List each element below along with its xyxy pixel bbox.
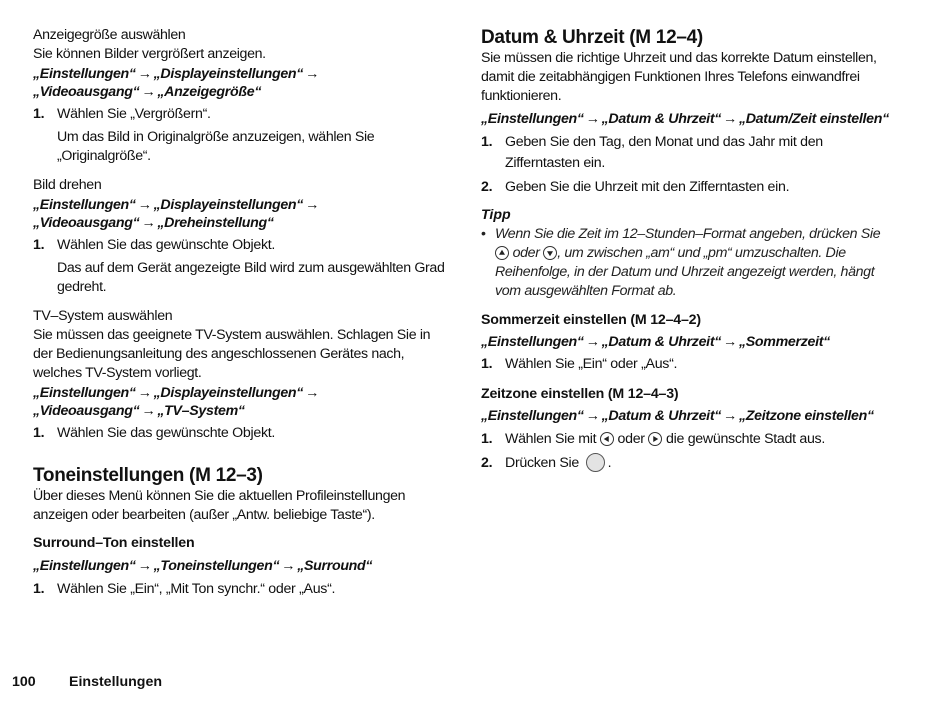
step-number: 1. <box>33 425 45 441</box>
tip-text-b: , um zwischen „am“ und „pm“ umzuschalten. Die Reihenfolge, in der Datum und Uhrzeit angezeigt werden, hängt vom ausgewählten Format ab. <box>495 244 875 299</box>
step-text <box>505 429 825 450</box>
step-text <box>505 453 611 474</box>
tone-desc: Über dieses Menü können Sie die aktuellen Profileinstellungen anzeigen oder bearbeiten (außer „Antw. beliebige Taste“). <box>33 488 406 523</box>
step-number: 2. <box>481 454 493 471</box>
menu-path-surround <box>33 558 445 576</box>
path-item: „Datum & Uhrzeit“ <box>601 333 722 350</box>
left-column <box>33 26 445 600</box>
path-item: „Displayeinstellungen“ <box>153 197 304 213</box>
path-item: „Surround“ <box>297 558 373 574</box>
arrow-icon: → <box>137 558 152 574</box>
step-text: Wählen Sie „Ein“, „Mit Ton synchr.“ oder „Aus“. <box>57 580 336 597</box>
heading-summer-time: Sommerzeit einstellen (M 12–4–2) <box>481 311 701 328</box>
arrow-icon: → <box>137 385 152 401</box>
step-number: 1. <box>481 133 493 150</box>
step-number: 2. <box>481 178 493 195</box>
menu-path-time-zone <box>481 408 893 426</box>
step-1-surround <box>33 579 445 600</box>
section-title-tv-system: TV–System auswählen <box>33 308 173 324</box>
menu-path-summer-time <box>481 334 893 352</box>
step-1-tv-system <box>33 423 445 444</box>
step-number: 1. <box>33 237 45 253</box>
step-text: Geben Sie die Uhrzeit mit den Zifferntasten ein. <box>505 178 790 195</box>
step-number: 1. <box>481 356 493 372</box>
step-1-time-zone <box>481 429 893 450</box>
path-item: „Einstellungen“ <box>33 197 136 213</box>
path-item: „Datum/Zeit einstellen“ <box>738 111 889 127</box>
tip-or: oder <box>512 244 540 261</box>
path-item: „Einstellungen“ <box>481 333 584 350</box>
path-item: „TV–System“ <box>157 402 245 419</box>
menu-path-tv-system <box>33 385 445 420</box>
step-text: Wählen Sie „Vergrößern“. <box>57 106 211 122</box>
step-text: Geben Sie den Tag, den Monat und das Jahr mit den Zifferntasten ein. <box>505 133 823 171</box>
center-key-icon <box>586 453 605 472</box>
step-text: Wählen Sie „Ein“ oder „Aus“. <box>505 356 678 372</box>
path-item: „Displayeinstellungen“ <box>153 385 304 401</box>
menu-path-rotate <box>33 197 445 232</box>
step-number: 1. <box>33 580 45 597</box>
tip-heading: Tipp <box>481 206 511 223</box>
arrow-icon: → <box>137 197 152 213</box>
heading-date-time: Datum & Uhrzeit (M 12–4) <box>481 27 703 48</box>
right-column <box>481 26 893 474</box>
arrow-icon: → <box>305 385 319 401</box>
page-footer <box>12 673 162 691</box>
heading-time-zone: Zeitzone einstellen (M 12–4–3) <box>481 386 679 402</box>
step-number: 1. <box>33 106 45 122</box>
path-item: „Videoausgang“ <box>33 83 140 100</box>
path-item: „Einstellungen“ <box>33 385 136 401</box>
menu-path-date-time <box>481 111 893 129</box>
section-desc-display-size: Sie können Bilder vergrößert anzeigen. <box>33 46 266 62</box>
arrow-icon: → <box>305 197 319 213</box>
step-1-summer-time <box>481 354 893 375</box>
section-title-display-size: Anzeigegröße auswählen <box>33 27 186 43</box>
path-item: „Videoausgang“ <box>33 402 140 419</box>
path-item: „Toneinstellungen“ <box>153 558 280 574</box>
path-item: „Datum & Uhrzeit“ <box>601 111 722 127</box>
date-time-desc: Sie müssen die richtige Uhrzeit und das korrekte Datum einstellen, damit die zeitabhängigen Funktionen Ihres Telefons einwandfrei funktionieren. <box>481 50 877 104</box>
path-item: „Einstellungen“ <box>33 66 136 82</box>
path-item: „Zeitzone einstellen“ <box>738 408 874 424</box>
path-item: „Displayeinstellungen“ <box>153 66 304 82</box>
arrow-icon: → <box>723 111 737 127</box>
section-desc-tv-system: Sie müssen das geeignete TV-System auswählen. Schlagen Sie in der Bedienungsanleitung des angeschlossenen Gerätes nach, welches TV-System vorliegt. <box>33 327 431 381</box>
left-key-icon <box>600 432 614 446</box>
step-1-display-size <box>33 104 445 125</box>
arrow-icon: → <box>141 402 156 419</box>
arrow-icon: → <box>305 66 319 82</box>
arrow-icon: → <box>723 333 737 350</box>
arrow-icon: → <box>585 408 600 424</box>
path-item: „Anzeigegröße“ <box>157 83 262 100</box>
page-number: 100 <box>12 674 36 690</box>
bullet-icon: • <box>481 225 486 242</box>
step-text: Wählen Sie das gewünschte Objekt. <box>57 237 276 253</box>
down-key-icon <box>543 246 557 260</box>
subheading-surround: Surround–Ton einstellen <box>33 535 195 551</box>
zone-text-b: die gewünschte Stadt aus. <box>666 430 825 447</box>
path-item: „Dreheinstellung“ <box>157 214 274 231</box>
path-item: „Einstellungen“ <box>481 408 584 424</box>
arrow-icon: → <box>281 558 296 574</box>
zone-or: oder <box>617 430 645 447</box>
step-1-rotate <box>33 235 445 256</box>
arrow-icon: → <box>141 214 156 231</box>
arrow-icon: → <box>585 111 600 127</box>
arrow-icon: → <box>141 83 156 100</box>
heading-tone-settings: Toneinstellungen (M 12–3) <box>33 465 263 486</box>
step-note-rotate: Das auf dem Gerät angezeigte Bild wird zum ausgewählten Grad gedreht. <box>57 260 445 295</box>
right-key-icon <box>648 432 662 446</box>
step-2-time <box>481 177 893 198</box>
path-item: „Sommerzeit“ <box>738 333 830 350</box>
step-number: 1. <box>481 430 493 447</box>
step-note-display-size: Um das Bild in Originalgröße anzuzeigen, wählen Sie „Originalgröße“. <box>57 129 375 164</box>
path-item: „Einstellungen“ <box>33 558 136 574</box>
path-item: „Datum & Uhrzeit“ <box>601 408 722 424</box>
arrow-icon: → <box>723 408 737 424</box>
menu-path-display-size <box>33 66 445 101</box>
step-1-date <box>481 132 893 174</box>
up-key-icon <box>495 246 509 260</box>
section-title-rotate: Bild drehen <box>33 177 102 193</box>
press-text: Drücken Sie <box>505 454 579 471</box>
tip-item <box>481 225 893 301</box>
arrow-icon: → <box>585 333 600 350</box>
step-2-time-zone <box>481 453 893 474</box>
path-item: „Einstellungen“ <box>481 111 584 127</box>
arrow-icon: → <box>137 66 152 82</box>
path-item: „Videoausgang“ <box>33 214 140 231</box>
tip-text-a: Wenn Sie die Zeit im 12–Stunden–Format angeben, drücken Sie <box>495 225 881 242</box>
zone-text-a: Wählen Sie mit <box>505 430 597 447</box>
step-text: Wählen Sie das gewünschte Objekt. <box>57 425 276 441</box>
press-end: . <box>607 454 612 471</box>
footer-section-title: Einstellungen <box>69 674 163 690</box>
tip-text <box>495 225 893 301</box>
